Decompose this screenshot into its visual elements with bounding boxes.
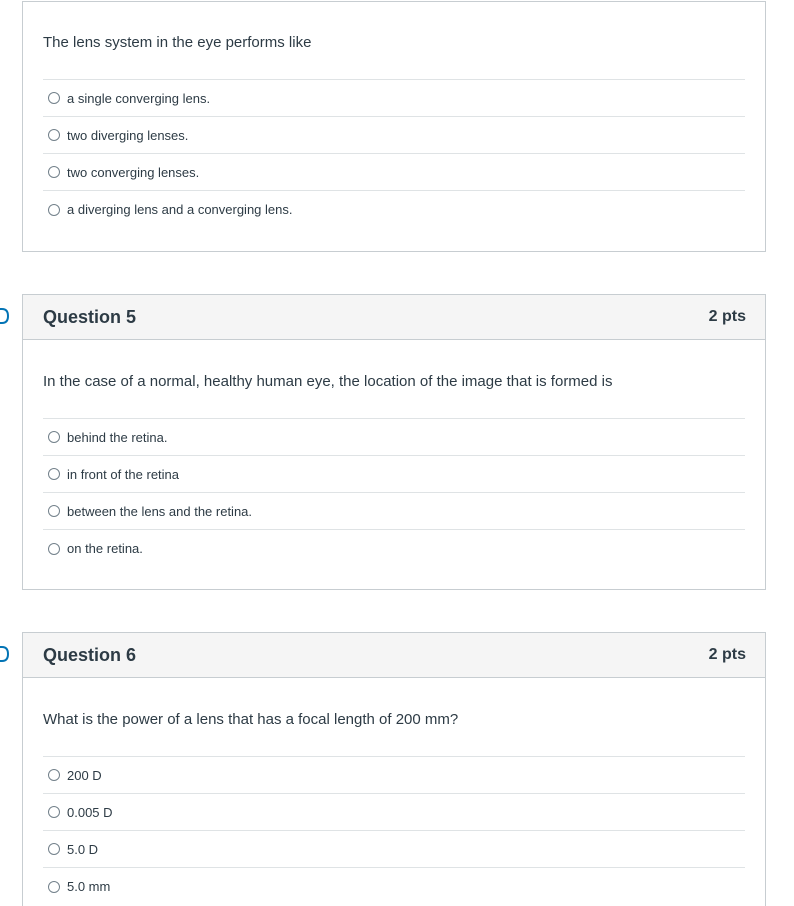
- answer-label: 5.0 mm: [67, 879, 111, 894]
- answer-option[interactable]: [43, 530, 745, 567]
- answer-label: behind the retina.: [67, 429, 168, 445]
- question-5-body: [23, 340, 765, 567]
- radio-unselected-icon[interactable]: [48, 769, 60, 781]
- answer-option[interactable]: [43, 191, 745, 228]
- answer-label: in front of the retina: [67, 466, 180, 482]
- radio-unselected-icon[interactable]: [48, 468, 60, 480]
- question-5-card: [22, 294, 766, 590]
- radio-unselected-icon[interactable]: [48, 881, 60, 893]
- question-5-title: Question 5: [43, 306, 137, 327]
- question-4-text: The lens system in the eye performs like: [43, 34, 312, 51]
- question-6-card: [22, 632, 766, 906]
- radio-unselected-icon[interactable]: [48, 431, 60, 443]
- question-4-card: [22, 1, 766, 252]
- answer-option[interactable]: [43, 419, 745, 456]
- answer-label: between the lens and the retina.: [67, 503, 253, 519]
- answer-option[interactable]: [43, 868, 745, 905]
- answer-option[interactable]: [43, 757, 745, 794]
- answer-option[interactable]: [43, 794, 745, 831]
- question-5-text: In the case of a normal, healthy human eye, the location of the image that is formed is: [43, 373, 613, 390]
- radio-unselected-icon[interactable]: [48, 129, 60, 141]
- answer-option[interactable]: [43, 154, 745, 191]
- answer-option[interactable]: [43, 493, 745, 530]
- radio-unselected-icon[interactable]: [48, 843, 60, 855]
- answer-label: on the retina.: [67, 541, 143, 556]
- radio-unselected-icon[interactable]: [48, 204, 60, 216]
- question-6-body: [23, 678, 765, 905]
- radio-unselected-icon[interactable]: [48, 806, 60, 818]
- radio-unselected-icon[interactable]: [48, 505, 60, 517]
- answer-label: a single converging lens.: [67, 90, 211, 106]
- answer-label: 200 D: [67, 767, 102, 783]
- answer-label: 0.005 D: [67, 804, 113, 820]
- question-6-answers: [43, 756, 745, 905]
- flag-marker-icon[interactable]: [0, 308, 10, 324]
- flag-marker-icon[interactable]: [0, 646, 10, 662]
- answer-label: two diverging lenses.: [67, 127, 189, 143]
- question-5-header: [23, 295, 765, 340]
- question-6-points: 2 pts: [708, 646, 746, 663]
- radio-unselected-icon[interactable]: [48, 166, 60, 178]
- answer-option[interactable]: [43, 117, 745, 154]
- answer-option[interactable]: [43, 80, 745, 117]
- radio-unselected-icon[interactable]: [48, 543, 60, 555]
- question-4-answers: [43, 79, 745, 228]
- question-5-answers: [43, 418, 745, 567]
- radio-unselected-icon[interactable]: [48, 92, 60, 104]
- question-6-text: What is the power of a lens that has a focal length of 200 mm?: [43, 711, 459, 728]
- question-6-title: Question 6: [43, 644, 137, 665]
- answer-label: 5.0 D: [67, 841, 99, 857]
- question-4-body: [23, 2, 765, 228]
- answer-label: a diverging lens and a converging lens.: [67, 202, 293, 217]
- answer-option[interactable]: [43, 456, 745, 493]
- question-5-points: 2 pts: [708, 308, 746, 325]
- answer-label: two converging lenses.: [67, 164, 200, 180]
- answer-option[interactable]: [43, 831, 745, 868]
- question-6-header: [23, 633, 765, 678]
